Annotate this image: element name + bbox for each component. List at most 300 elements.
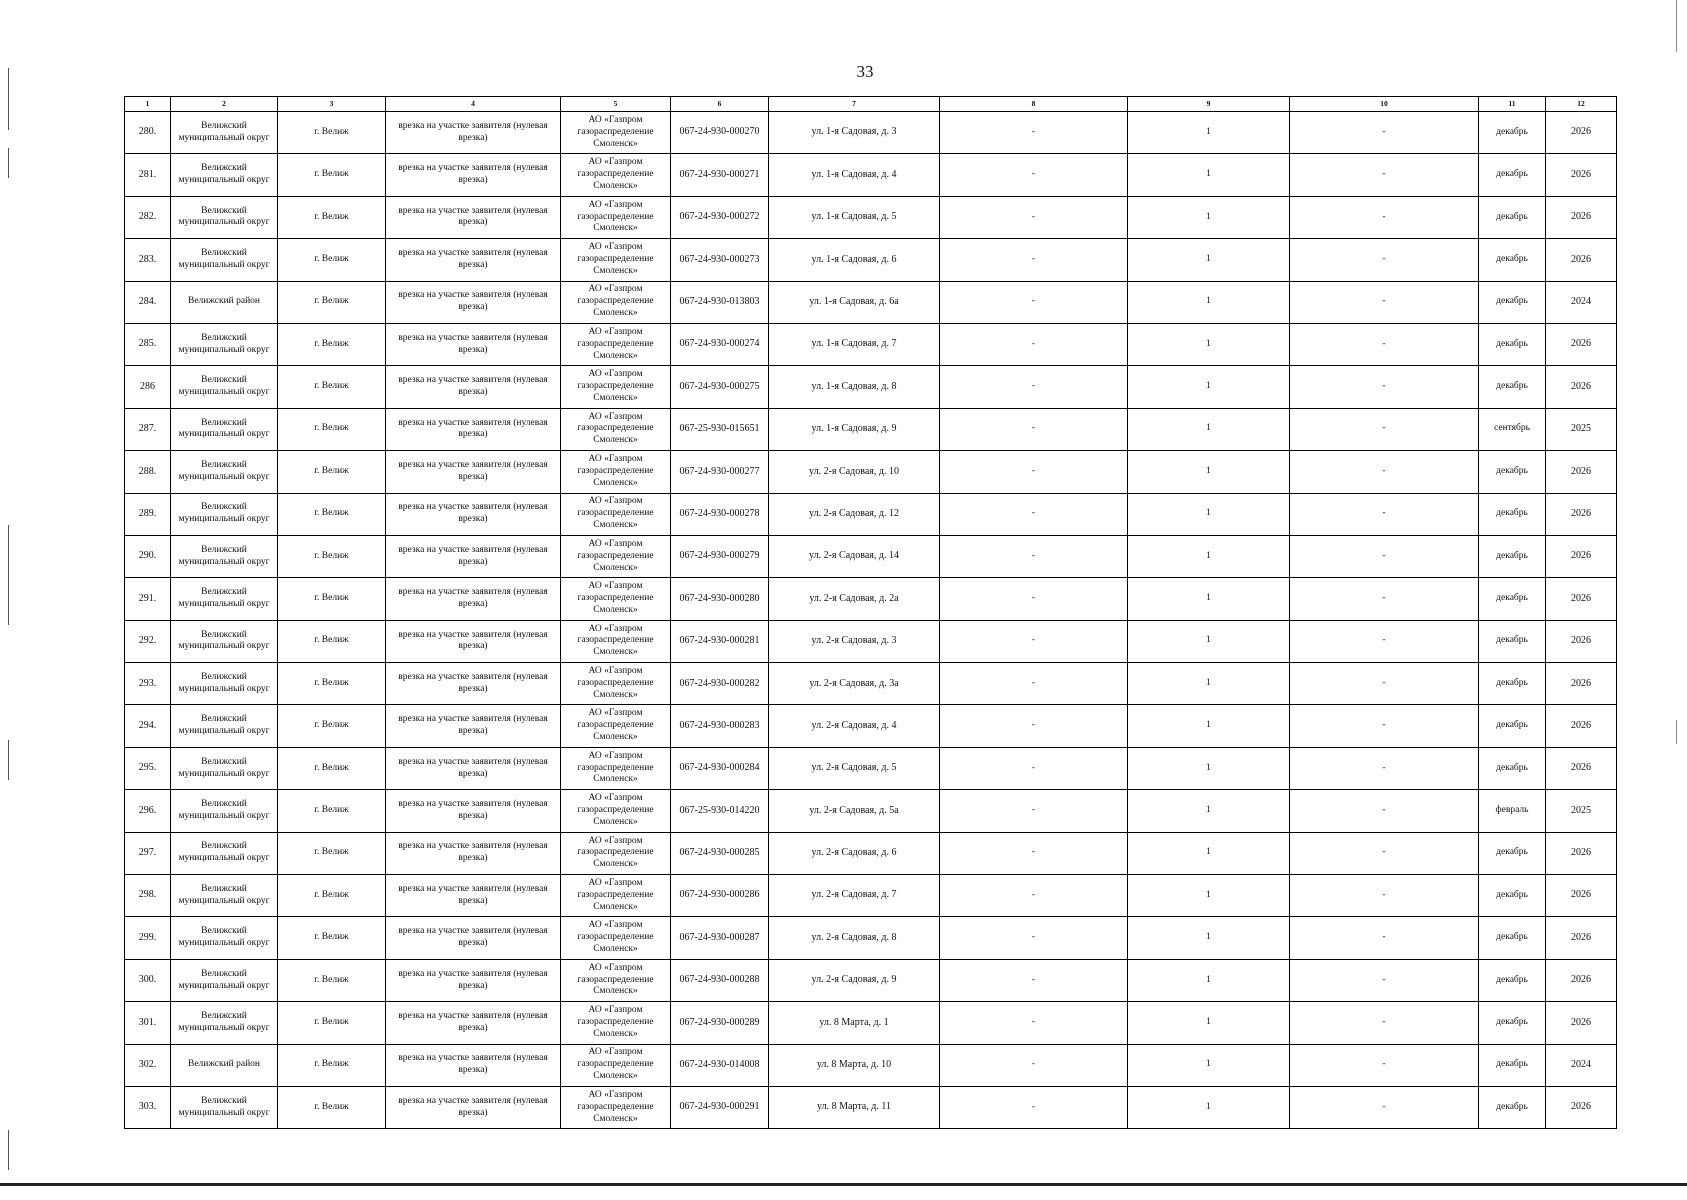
cell-col-8-value: - xyxy=(940,408,1128,450)
cell-object-code: 067-24-930-000288 xyxy=(671,959,769,1001)
cell-settlement: г. Велиж xyxy=(278,790,386,832)
cell-work-type: врезка на участке заявителя (нулевая врезка) xyxy=(386,1086,561,1128)
cell-municipality: Велижский муниципальный округ xyxy=(171,959,278,1001)
cell-col-9-value: 1 xyxy=(1128,281,1290,323)
cell-col-8-value: - xyxy=(940,196,1128,238)
cell-municipality: Велижский муниципальный округ xyxy=(171,112,278,154)
cell-col-8-value: - xyxy=(940,875,1128,917)
cell-col-10-value: - xyxy=(1290,747,1479,789)
cell-month: февраль xyxy=(1479,790,1546,832)
cell-organization: АО «Газпром газораспределение Смоленск» xyxy=(561,663,671,705)
cell-work-type: врезка на участке заявителя (нулевая врезка) xyxy=(386,451,561,493)
table-row xyxy=(125,493,1617,535)
left-margin-rule xyxy=(8,68,9,130)
table-row xyxy=(125,790,1617,832)
cell-municipality: Велижский муниципальный округ xyxy=(171,620,278,662)
cell-year: 2026 xyxy=(1546,154,1617,196)
cell-month: декабрь xyxy=(1479,1002,1546,1044)
cell-month: декабрь xyxy=(1479,154,1546,196)
table-row xyxy=(125,535,1617,577)
cell-row-number: 303. xyxy=(125,1086,171,1128)
cell-col-8-value: - xyxy=(940,493,1128,535)
cell-work-type: врезка на участке заявителя (нулевая врезка) xyxy=(386,875,561,917)
cell-work-type: врезка на участке заявителя (нулевая врезка) xyxy=(386,366,561,408)
cell-col-10-value: - xyxy=(1290,917,1479,959)
cell-organization: АО «Газпром газораспределение Смоленск» xyxy=(561,875,671,917)
cell-month: декабрь xyxy=(1479,620,1546,662)
cell-municipality: Велижский муниципальный округ xyxy=(171,408,278,450)
cell-municipality: Велижский муниципальный округ xyxy=(171,493,278,535)
cell-object-code: 067-24-930-000273 xyxy=(671,239,769,281)
cell-work-type: врезка на участке заявителя (нулевая врезка) xyxy=(386,790,561,832)
cell-address: ул. 2-я Садовая, д. 6 xyxy=(769,832,940,874)
cell-row-number: 286 xyxy=(125,366,171,408)
cell-col-8-value: - xyxy=(940,154,1128,196)
cell-col-9-value: 1 xyxy=(1128,959,1290,1001)
cell-municipality: Велижский район xyxy=(171,281,278,323)
cell-municipality: Велижский муниципальный округ xyxy=(171,790,278,832)
cell-municipality: Велижский муниципальный округ xyxy=(171,917,278,959)
cell-col-8-value: - xyxy=(940,535,1128,577)
table-row xyxy=(125,620,1617,662)
cell-col-9-value: 1 xyxy=(1128,790,1290,832)
cell-address: ул. 2-я Садовая, д. 4 xyxy=(769,705,940,747)
cell-col-10-value: - xyxy=(1290,663,1479,705)
cell-work-type: врезка на участке заявителя (нулевая врезка) xyxy=(386,1044,561,1086)
cell-col-10-value: - xyxy=(1290,875,1479,917)
cell-address: ул. 1-я Садовая, д. 5 xyxy=(769,196,940,238)
cell-month: декабрь xyxy=(1479,959,1546,1001)
cell-settlement: г. Велиж xyxy=(278,747,386,789)
cell-work-type: врезка на участке заявителя (нулевая врезка) xyxy=(386,112,561,154)
cell-row-number: 280. xyxy=(125,112,171,154)
cell-municipality: Велижский муниципальный округ xyxy=(171,154,278,196)
bottom-rule xyxy=(0,1183,1687,1186)
cell-year: 2026 xyxy=(1546,112,1617,154)
cell-address: ул. 2-я Садовая, д. 10 xyxy=(769,451,940,493)
cell-month: декабрь xyxy=(1479,535,1546,577)
cell-settlement: г. Велиж xyxy=(278,1044,386,1086)
cell-object-code: 067-25-930-014220 xyxy=(671,790,769,832)
cell-address: ул. 1-я Садовая, д. 9 xyxy=(769,408,940,450)
cell-col-9-value: 1 xyxy=(1128,705,1290,747)
cell-address: ул. 2-я Садовая, д. 7 xyxy=(769,875,940,917)
cell-object-code: 067-24-930-000285 xyxy=(671,832,769,874)
cell-row-number: 288. xyxy=(125,451,171,493)
cell-settlement: г. Велиж xyxy=(278,959,386,1001)
left-margin-rule xyxy=(8,1130,9,1170)
cell-object-code: 067-24-930-000275 xyxy=(671,366,769,408)
cell-col-10-value: - xyxy=(1290,239,1479,281)
cell-row-number: 300. xyxy=(125,959,171,1001)
cell-month: декабрь xyxy=(1479,366,1546,408)
cell-address: ул. 2-я Садовая, д. 8 xyxy=(769,917,940,959)
cell-address: ул. 2-я Садовая, д. 3а xyxy=(769,663,940,705)
column-number-12: 12 xyxy=(1546,97,1617,112)
cell-month: сентябрь xyxy=(1479,408,1546,450)
cell-row-number: 281. xyxy=(125,154,171,196)
cell-month: декабрь xyxy=(1479,747,1546,789)
cell-year: 2026 xyxy=(1546,1086,1617,1128)
cell-col-9-value: 1 xyxy=(1128,578,1290,620)
cell-organization: АО «Газпром газораспределение Смоленск» xyxy=(561,493,671,535)
table-row xyxy=(125,832,1617,874)
cell-work-type: врезка на участке заявителя (нулевая врезка) xyxy=(386,323,561,365)
cell-settlement: г. Велиж xyxy=(278,917,386,959)
cell-year: 2026 xyxy=(1546,239,1617,281)
cell-month: декабрь xyxy=(1479,323,1546,365)
cell-settlement: г. Велиж xyxy=(278,1002,386,1044)
cell-work-type: врезка на участке заявителя (нулевая врезка) xyxy=(386,1002,561,1044)
page-number: 33 xyxy=(856,62,874,81)
cell-settlement: г. Велиж xyxy=(278,832,386,874)
cell-year: 2026 xyxy=(1546,323,1617,365)
cell-address: ул. 2-я Садовая, д. 3 xyxy=(769,620,940,662)
cell-municipality: Велижский муниципальный округ xyxy=(171,705,278,747)
cell-year: 2026 xyxy=(1546,705,1617,747)
cell-col-10-value: - xyxy=(1290,705,1479,747)
cell-col-8-value: - xyxy=(940,366,1128,408)
cell-row-number: 290. xyxy=(125,535,171,577)
cell-settlement: г. Велиж xyxy=(278,620,386,662)
table-row xyxy=(125,1044,1617,1086)
cell-row-number: 298. xyxy=(125,875,171,917)
cell-month: декабрь xyxy=(1479,875,1546,917)
cell-col-10-value: - xyxy=(1290,154,1479,196)
cell-organization: АО «Газпром газораспределение Смоленск» xyxy=(561,535,671,577)
cell-col-8-value: - xyxy=(940,578,1128,620)
cell-col-9-value: 1 xyxy=(1128,832,1290,874)
cell-row-number: 295. xyxy=(125,747,171,789)
cell-object-code: 067-24-930-013803 xyxy=(671,281,769,323)
cell-address: ул. 2-я Садовая, д. 12 xyxy=(769,493,940,535)
cell-settlement: г. Велиж xyxy=(278,323,386,365)
cell-address: ул. 1-я Садовая, д. 6 xyxy=(769,239,940,281)
cell-col-9-value: 1 xyxy=(1128,154,1290,196)
cell-organization: АО «Газпром газораспределение Смоленск» xyxy=(561,917,671,959)
cell-address: ул. 8 Марта, д. 11 xyxy=(769,1086,940,1128)
cell-col-9-value: 1 xyxy=(1128,663,1290,705)
cell-col-8-value: - xyxy=(940,747,1128,789)
cell-object-code: 067-24-930-000271 xyxy=(671,154,769,196)
cell-col-10-value: - xyxy=(1290,196,1479,238)
table-row xyxy=(125,578,1617,620)
cell-col-9-value: 1 xyxy=(1128,747,1290,789)
column-number-8: 8 xyxy=(940,97,1128,112)
column-number-row xyxy=(125,97,1617,112)
cell-settlement: г. Велиж xyxy=(278,705,386,747)
cell-col-9-value: 1 xyxy=(1128,408,1290,450)
cell-col-9-value: 1 xyxy=(1128,239,1290,281)
table-row xyxy=(125,366,1617,408)
cell-col-8-value: - xyxy=(940,323,1128,365)
cell-year: 2026 xyxy=(1546,493,1617,535)
cell-month: декабрь xyxy=(1479,663,1546,705)
cell-settlement: г. Велиж xyxy=(278,663,386,705)
cell-object-code: 067-24-930-000289 xyxy=(671,1002,769,1044)
cell-col-9-value: 1 xyxy=(1128,196,1290,238)
column-number-1: 1 xyxy=(125,97,171,112)
cell-organization: АО «Газпром газораспределение Смоленск» xyxy=(561,1002,671,1044)
cell-col-8-value: - xyxy=(940,620,1128,662)
cell-municipality: Велижский муниципальный округ xyxy=(171,1086,278,1128)
cell-work-type: врезка на участке заявителя (нулевая врезка) xyxy=(386,281,561,323)
cell-address: ул. 1-я Садовая, д. 4 xyxy=(769,154,940,196)
cell-col-10-value: - xyxy=(1290,451,1479,493)
cell-col-8-value: - xyxy=(940,1086,1128,1128)
cell-month: декабрь xyxy=(1479,917,1546,959)
cell-year: 2024 xyxy=(1546,1044,1617,1086)
cell-row-number: 291. xyxy=(125,578,171,620)
cell-month: декабрь xyxy=(1479,281,1546,323)
cell-year: 2026 xyxy=(1546,747,1617,789)
table-row xyxy=(125,747,1617,789)
cell-col-10-value: - xyxy=(1290,790,1479,832)
cell-year: 2024 xyxy=(1546,281,1617,323)
table-row xyxy=(125,663,1617,705)
table-row xyxy=(125,196,1617,238)
cell-work-type: врезка на участке заявителя (нулевая врезка) xyxy=(386,705,561,747)
cell-object-code: 067-24-930-000280 xyxy=(671,578,769,620)
cell-col-10-value: - xyxy=(1290,832,1479,874)
cell-col-9-value: 1 xyxy=(1128,875,1290,917)
cell-col-8-value: - xyxy=(940,917,1128,959)
cell-month: декабрь xyxy=(1479,112,1546,154)
cell-municipality: Велижский муниципальный округ xyxy=(171,1002,278,1044)
cell-row-number: 284. xyxy=(125,281,171,323)
cell-municipality: Велижский муниципальный округ xyxy=(171,196,278,238)
cell-organization: АО «Газпром газораспределение Смоленск» xyxy=(561,112,671,154)
cell-row-number: 293. xyxy=(125,663,171,705)
cell-organization: АО «Газпром газораспределение Смоленск» xyxy=(561,196,671,238)
cell-organization: АО «Газпром газораспределение Смоленск» xyxy=(561,281,671,323)
cell-work-type: врезка на участке заявителя (нулевая врезка) xyxy=(386,747,561,789)
cell-address: ул. 2-я Садовая, д. 9 xyxy=(769,959,940,1001)
cell-address: ул. 2-я Садовая, д. 5а xyxy=(769,790,940,832)
cell-col-9-value: 1 xyxy=(1128,620,1290,662)
cell-settlement: г. Велиж xyxy=(278,408,386,450)
cell-col-10-value: - xyxy=(1290,1086,1479,1128)
cell-year: 2026 xyxy=(1546,875,1617,917)
cell-work-type: врезка на участке заявителя (нулевая врезка) xyxy=(386,917,561,959)
table-row xyxy=(125,281,1617,323)
table-row xyxy=(125,1086,1617,1128)
table-row xyxy=(125,959,1617,1001)
cell-work-type: врезка на участке заявителя (нулевая врезка) xyxy=(386,493,561,535)
cell-month: декабрь xyxy=(1479,196,1546,238)
cell-year: 2026 xyxy=(1546,620,1617,662)
cell-municipality: Велижский муниципальный округ xyxy=(171,663,278,705)
cell-col-10-value: - xyxy=(1290,366,1479,408)
cell-address: ул. 2-я Садовая, д. 2а xyxy=(769,578,940,620)
cell-col-9-value: 1 xyxy=(1128,1086,1290,1128)
cell-col-10-value: - xyxy=(1290,959,1479,1001)
left-margin-rule xyxy=(8,740,9,780)
column-number-9: 9 xyxy=(1128,97,1290,112)
column-number-5: 5 xyxy=(561,97,671,112)
cell-month: декабрь xyxy=(1479,705,1546,747)
cell-year: 2026 xyxy=(1546,959,1617,1001)
cell-col-10-value: - xyxy=(1290,578,1479,620)
cell-organization: АО «Газпром газораспределение Смоленск» xyxy=(561,959,671,1001)
cell-row-number: 282. xyxy=(125,196,171,238)
cell-year: 2026 xyxy=(1546,366,1617,408)
cell-organization: АО «Газпром газораспределение Смоленск» xyxy=(561,239,671,281)
cell-month: декабрь xyxy=(1479,1086,1546,1128)
table-body xyxy=(125,112,1617,1129)
cell-col-10-value: - xyxy=(1290,281,1479,323)
cell-col-9-value: 1 xyxy=(1128,451,1290,493)
cell-municipality: Велижский муниципальный округ xyxy=(171,323,278,365)
cell-organization: АО «Газпром газораспределение Смоленск» xyxy=(561,578,671,620)
cell-col-10-value: - xyxy=(1290,1044,1479,1086)
cell-row-number: 299. xyxy=(125,917,171,959)
cell-month: декабрь xyxy=(1479,1044,1546,1086)
cell-address: ул. 1-я Садовая, д. 3 xyxy=(769,112,940,154)
cell-settlement: г. Велиж xyxy=(278,875,386,917)
cell-object-code: 067-24-930-000272 xyxy=(671,196,769,238)
cell-object-code: 067-25-930-015651 xyxy=(671,408,769,450)
cell-address: ул. 2-я Садовая, д. 5 xyxy=(769,747,940,789)
column-number-6: 6 xyxy=(671,97,769,112)
cell-month: декабрь xyxy=(1479,578,1546,620)
cell-object-code: 067-24-930-000281 xyxy=(671,620,769,662)
cell-settlement: г. Велиж xyxy=(278,196,386,238)
right-margin-mark xyxy=(1676,0,1677,52)
cell-object-code: 067-24-930-000282 xyxy=(671,663,769,705)
cell-work-type: врезка на участке заявителя (нулевая врезка) xyxy=(386,408,561,450)
cell-object-code: 067-24-930-000278 xyxy=(671,493,769,535)
cell-col-8-value: - xyxy=(940,663,1128,705)
cell-work-type: врезка на участке заявителя (нулевая врезка) xyxy=(386,239,561,281)
left-margin-rule xyxy=(8,525,9,625)
gasification-table xyxy=(124,96,1617,1129)
cell-col-10-value: - xyxy=(1290,323,1479,365)
cell-settlement: г. Велиж xyxy=(278,535,386,577)
cell-organization: АО «Газпром газораспределение Смоленск» xyxy=(561,790,671,832)
table-row xyxy=(125,705,1617,747)
cell-work-type: врезка на участке заявителя (нулевая врезка) xyxy=(386,154,561,196)
cell-year: 2026 xyxy=(1546,917,1617,959)
cell-settlement: г. Велиж xyxy=(278,281,386,323)
column-number-4: 4 xyxy=(386,97,561,112)
cell-col-9-value: 1 xyxy=(1128,366,1290,408)
cell-organization: АО «Газпром газораспределение Смоленск» xyxy=(561,747,671,789)
cell-settlement: г. Велиж xyxy=(278,451,386,493)
cell-col-9-value: 1 xyxy=(1128,917,1290,959)
column-number-11: 11 xyxy=(1479,97,1546,112)
cell-col-8-value: - xyxy=(940,832,1128,874)
cell-year: 2026 xyxy=(1546,451,1617,493)
cell-work-type: врезка на участке заявителя (нулевая врезка) xyxy=(386,959,561,1001)
cell-col-8-value: - xyxy=(940,281,1128,323)
table-row xyxy=(125,1002,1617,1044)
cell-row-number: 292. xyxy=(125,620,171,662)
cell-col-10-value: - xyxy=(1290,1002,1479,1044)
cell-object-code: 067-24-930-000284 xyxy=(671,747,769,789)
cell-organization: АО «Газпром газораспределение Смоленск» xyxy=(561,323,671,365)
cell-year: 2026 xyxy=(1546,1002,1617,1044)
cell-object-code: 067-24-930-000283 xyxy=(671,705,769,747)
cell-year: 2026 xyxy=(1546,832,1617,874)
table-row xyxy=(125,408,1617,450)
cell-municipality: Велижский муниципальный округ xyxy=(171,832,278,874)
cell-work-type: врезка на участке заявителя (нулевая врезка) xyxy=(386,832,561,874)
cell-col-9-value: 1 xyxy=(1128,112,1290,154)
cell-settlement: г. Велиж xyxy=(278,239,386,281)
cell-organization: АО «Газпром газораспределение Смоленск» xyxy=(561,408,671,450)
cell-col-8-value: - xyxy=(940,705,1128,747)
table-row xyxy=(125,451,1617,493)
cell-row-number: 287. xyxy=(125,408,171,450)
table-row xyxy=(125,323,1617,365)
cell-address: ул. 2-я Садовая, д. 14 xyxy=(769,535,940,577)
cell-settlement: г. Велиж xyxy=(278,493,386,535)
cell-object-code: 067-24-930-000286 xyxy=(671,875,769,917)
cell-col-9-value: 1 xyxy=(1128,323,1290,365)
cell-municipality: Велижский муниципальный округ xyxy=(171,366,278,408)
cell-object-code: 067-24-930-000277 xyxy=(671,451,769,493)
cell-object-code: 067-24-930-014008 xyxy=(671,1044,769,1086)
left-margin-rule xyxy=(8,148,9,178)
cell-col-10-value: - xyxy=(1290,535,1479,577)
cell-col-10-value: - xyxy=(1290,408,1479,450)
cell-month: декабрь xyxy=(1479,239,1546,281)
cell-object-code: 067-24-930-000287 xyxy=(671,917,769,959)
cell-work-type: врезка на участке заявителя (нулевая врезка) xyxy=(386,535,561,577)
column-number-7: 7 xyxy=(769,97,940,112)
cell-year: 2026 xyxy=(1546,535,1617,577)
column-number-2: 2 xyxy=(171,97,278,112)
cell-municipality: Велижский муниципальный округ xyxy=(171,535,278,577)
cell-row-number: 289. xyxy=(125,493,171,535)
cell-settlement: г. Велиж xyxy=(278,112,386,154)
cell-municipality: Велижский муниципальный округ xyxy=(171,747,278,789)
cell-month: декабрь xyxy=(1479,451,1546,493)
cell-col-8-value: - xyxy=(940,1002,1128,1044)
cell-municipality: Велижский муниципальный округ xyxy=(171,578,278,620)
cell-work-type: врезка на участке заявителя (нулевая врезка) xyxy=(386,620,561,662)
cell-object-code: 067-24-930-000274 xyxy=(671,323,769,365)
cell-organization: АО «Газпром газораспределение Смоленск» xyxy=(561,832,671,874)
cell-year: 2026 xyxy=(1546,578,1617,620)
cell-col-10-value: - xyxy=(1290,493,1479,535)
cell-row-number: 285. xyxy=(125,323,171,365)
cell-object-code: 067-24-930-000270 xyxy=(671,112,769,154)
cell-year: 2026 xyxy=(1546,663,1617,705)
cell-organization: АО «Газпром газораспределение Смоленск» xyxy=(561,366,671,408)
cell-col-10-value: - xyxy=(1290,620,1479,662)
cell-address: ул. 1-я Садовая, д. 8 xyxy=(769,366,940,408)
cell-col-9-value: 1 xyxy=(1128,1044,1290,1086)
table-row xyxy=(125,154,1617,196)
cell-organization: АО «Газпром газораспределение Смоленск» xyxy=(561,154,671,196)
cell-organization: АО «Газпром газораспределение Смоленск» xyxy=(561,705,671,747)
cell-address: ул. 1-я Садовая, д. 6а xyxy=(769,281,940,323)
cell-work-type: врезка на участке заявителя (нулевая врезка) xyxy=(386,663,561,705)
cell-col-9-value: 1 xyxy=(1128,493,1290,535)
cell-year: 2026 xyxy=(1546,196,1617,238)
cell-settlement: г. Велиж xyxy=(278,366,386,408)
cell-year: 2025 xyxy=(1546,408,1617,450)
cell-row-number: 294. xyxy=(125,705,171,747)
cell-settlement: г. Велиж xyxy=(278,578,386,620)
table-row xyxy=(125,112,1617,154)
cell-col-8-value: - xyxy=(940,790,1128,832)
cell-col-9-value: 1 xyxy=(1128,1002,1290,1044)
cell-settlement: г. Велиж xyxy=(278,1086,386,1128)
cell-month: декабрь xyxy=(1479,493,1546,535)
